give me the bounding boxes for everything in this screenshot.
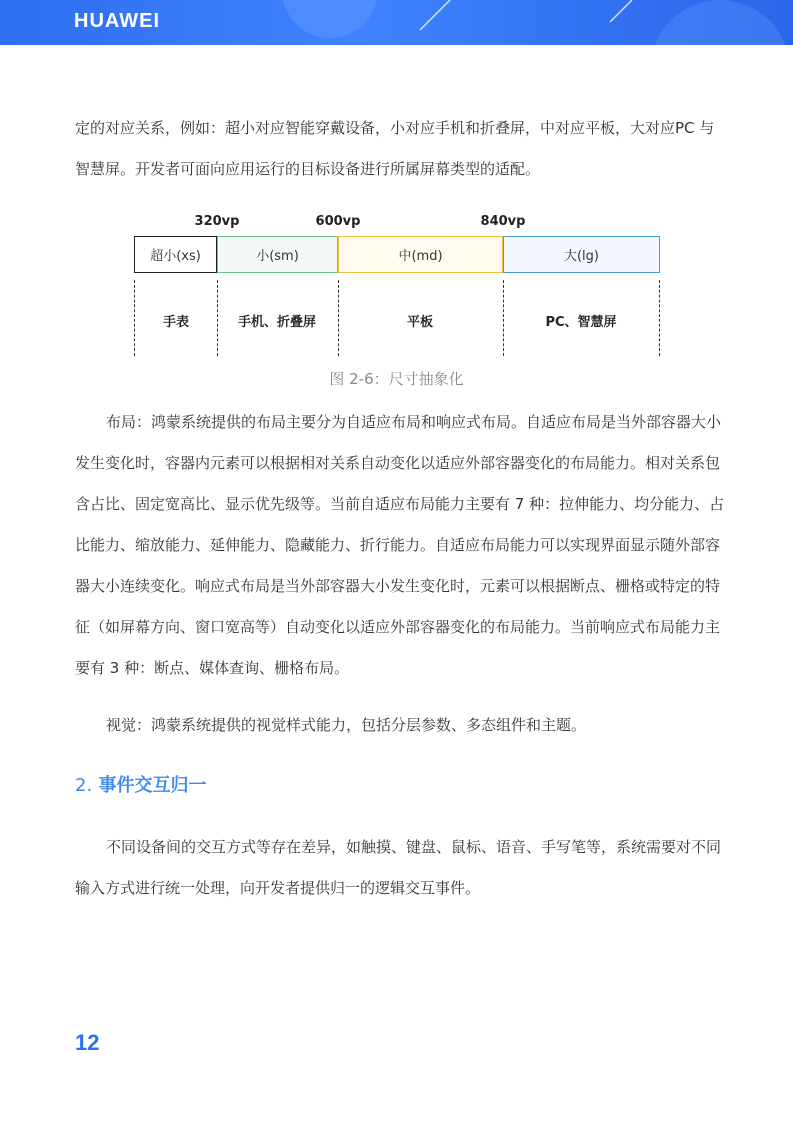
breakpoint-label: 600vp: [315, 214, 361, 229]
segment-box-sm: 小(sm): [217, 236, 338, 273]
section-number: 2.: [75, 775, 93, 796]
visual-paragraph: 视觉：鸿蒙系统提供的视觉样式能力，包括分层参数、多态组件和主题。: [106, 716, 587, 734]
layout-paragraph: 布局：鸿蒙系统提供的布局主要分为自适应布局和响应式布局。自适应布局是当外部容器大小发生变化时，容器内元素可以根据相对关系自动变化以适应外部容器变化的布局能力。相对关系包含占比、固定宽高比、显示优先级等。当前自适应布局能力主要有 7 种：拉伸能力、均分能力、占比能力、缩放能力、延伸能力、隐藏能力、折行能力。自适应布局能力可以实现界面显示随外部容器大小连续变化。响应式布局是当外部容器大小发生变化时，元素可以根据断点、栅格或特定的特征（如屏幕方向、窗口宽高等）自动变化以适应外部容器变化的布局能力。当前响应式布局能力主要有 3 种：断点、媒体查询、栅格布局。: [75, 413, 725, 677]
page-number: 12: [75, 1030, 100, 1055]
divider-line: [217, 280, 218, 356]
device-label: 手表: [162, 315, 190, 330]
breakpoint-label: 840vp: [480, 214, 526, 229]
huawei-logo: HUAWEI: [74, 10, 160, 32]
figure-caption: 图 2-6：尺寸抽象化: [329, 370, 464, 388]
segment-box-xs: 超小(xs): [134, 236, 217, 273]
divider-line: [134, 280, 135, 356]
section-heading: [75, 771, 206, 797]
size-abstraction-figure: [0, 210, 793, 360]
segment-box-md: 中(md): [338, 236, 503, 273]
divider-line: [503, 280, 504, 356]
breakpoint-label: 320vp: [194, 214, 240, 229]
interaction-paragraph: 不同设备间的交互方式等存在差异，如触摸、键盘、鼠标、语音、手写笔等，系统需要对不同输入方式进行统一处理，向开发者提供归一的逻辑交互事件。: [75, 838, 722, 897]
section-title-text: 事件交互归一: [98, 775, 207, 796]
segment-box-lg: 大(lg): [503, 236, 660, 273]
device-label: PC、智慧屏: [545, 315, 617, 330]
page-header: [0, 0, 793, 45]
device-label: 平板: [406, 315, 434, 330]
device-label: 手机、折叠屏: [237, 315, 317, 330]
divider-line: [659, 280, 660, 356]
divider-line: [338, 280, 339, 356]
intro-paragraph: 定的对应关系，例如：超小对应智能穿戴设备，小对应手机和折叠屏，中对应平板，大对应PC 与智慧屏。开发者可面向应用运行的目标设备进行所属屏幕类型的适配。: [75, 119, 715, 178]
